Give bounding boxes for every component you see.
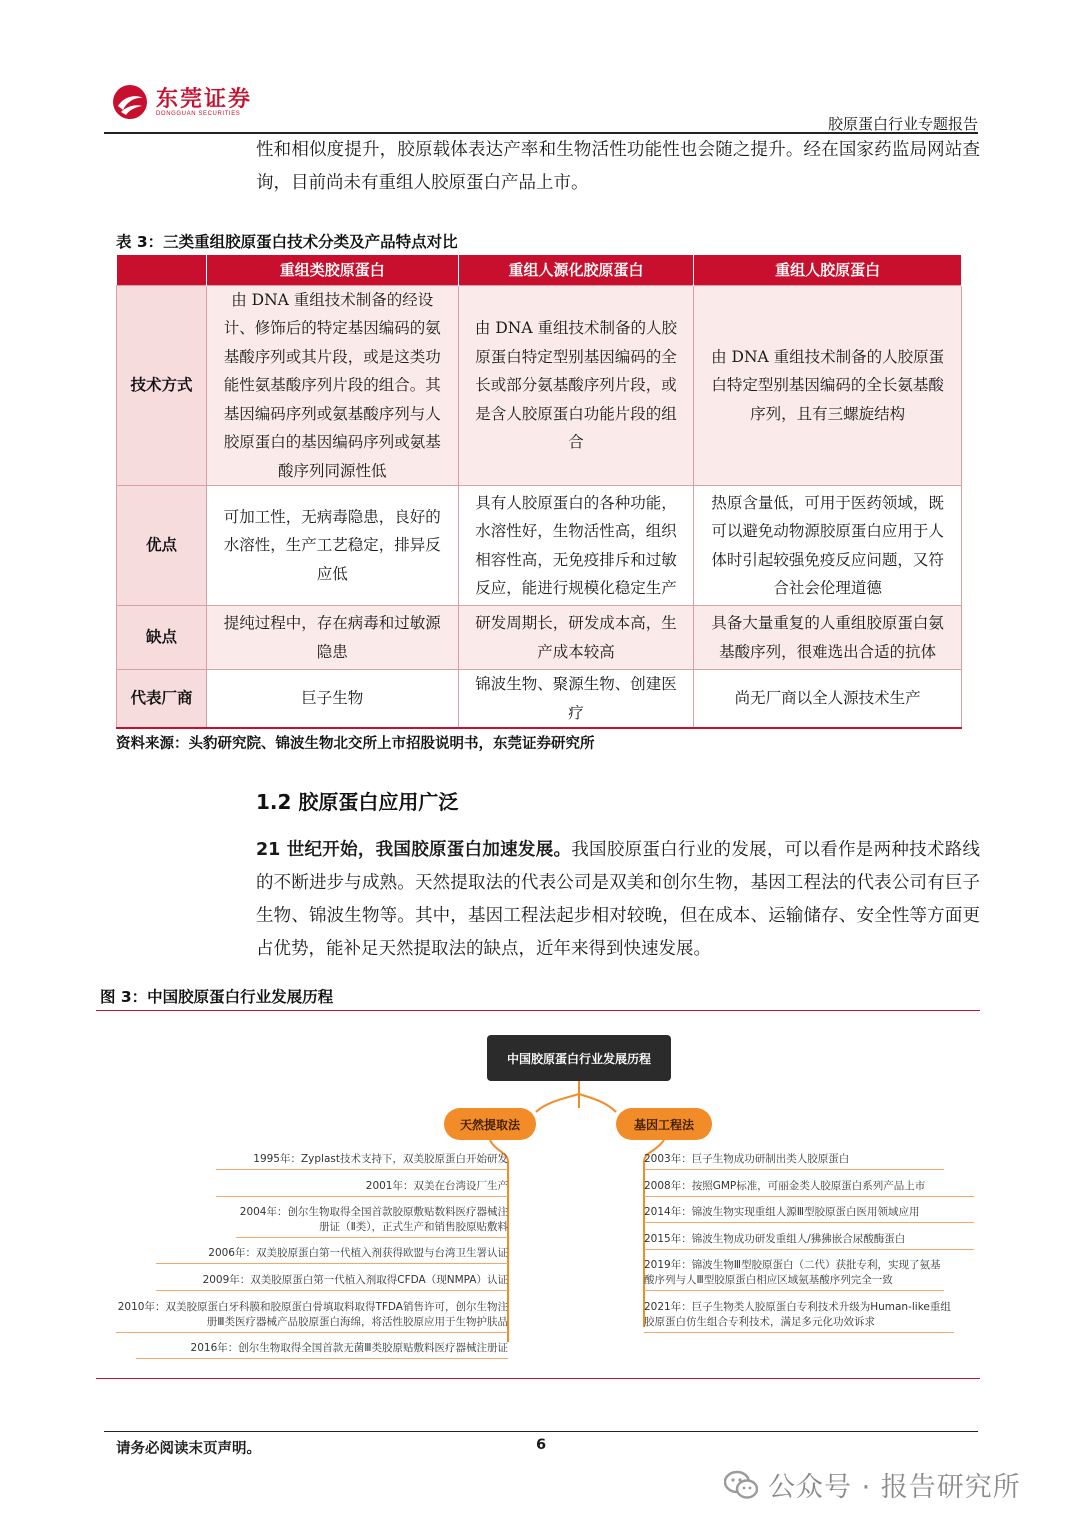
branch-genetic-engineering: 基因工程法 (616, 1108, 712, 1140)
timeline-item-right: 2014年：锦波生物实现重组人源Ⅲ型胶原蛋白医用领域应用 (644, 1205, 974, 1223)
table-header-cell: 重组类胶原蛋白 (206, 255, 458, 285)
timeline-item-left: 1995年：Zyplast技术支持下，双美胶原蛋白开始研发 (216, 1152, 508, 1170)
timeline-item-right: 2003年：巨子生物成功研制出类人胶原蛋白 (644, 1152, 944, 1170)
table-cell: 具有人胶原蛋白的各种功能，水溶性好，生物活性高，组织相容性高，无免疫排斥和过敏反应，能进行规模化稳定生产 (458, 486, 694, 606)
section-paragraph (256, 834, 980, 966)
intro-paragraph: 性和相似度提升，胶原载体表达产率和生物活性功能性也会随之提升。经在国家药监局网站查询，目前尚未有重组人胶原蛋白产品上市。 (256, 140, 980, 193)
timeline-item-left: 2004年：创尔生物取得全国首款胶原敷贴数料医疗器械注册证（Ⅱ类），正式生产和销售胶原贴敷料 (236, 1205, 508, 1238)
section-lead: 21 世纪开始，我国胶原蛋白加速发展。 (256, 840, 572, 860)
table-cell: 由 DNA 重组技术制备的人胶原蛋白特定型别基因编码的全长氨基酸序列，且有三螺旋结构 (694, 285, 962, 486)
dongguan-logo-icon (112, 84, 148, 120)
timeline-item-right: 2015年：锦波生物成功研发重组人/狒狒嵌合尿酸酶蛋白 (644, 1232, 974, 1250)
connector-left-branch (536, 1094, 579, 1112)
timeline-item-left: 2006年：双美胶原蛋白第一代植入剂获得欧盟与台湾卫生署认证 (156, 1246, 508, 1264)
branch-natural-extraction: 天然提取法 (444, 1108, 536, 1140)
table-cell: 巨子生物 (206, 670, 458, 729)
row-label: 技术方式 (117, 285, 207, 486)
figure-caption: 图 3：中国胶原蛋白行业发展历程 (100, 988, 334, 1006)
table-row (117, 670, 962, 729)
watermark-text: 公众号 · 报告研究所 (768, 1472, 1021, 1503)
table-cell: 尚无厂商以全人源技术生产 (694, 670, 962, 729)
table-cell: 由 DNA 重组技术制备的经设计、修饰后的特定基因编码的氨基酸序列或其片段，或是这类功能性氨基酸序列片段的组合。其基因编码序列或氨基酸序列与人胶原蛋白的基因编码序列或氨基酸序列同源性低 (206, 285, 458, 486)
footer-disclaimer: 请务必阅读末页声明。 (116, 1441, 261, 1457)
connector-right-branch (579, 1094, 616, 1112)
table-cell: 研发周期长，研发成本高，生产成本较高 (458, 606, 694, 670)
table-row (117, 285, 962, 486)
timeline-item-left: 2016年：创尔生物取得全国首款无菌Ⅲ类胶原贴敷料医疗器械注册证 (136, 1341, 508, 1359)
brand-logo (112, 84, 252, 120)
report-title: 胶原蛋白行业专题报告 (827, 115, 978, 133)
row-label: 代表厂商 (117, 670, 207, 729)
table-header-cell: 重组人胶原蛋白 (694, 255, 962, 285)
section-body: 我国胶原蛋白行业的发展，可以看作是两种技术路线的不断进步与成熟。天然提取法的代表公司是双美和创尔生物，基因工程法的代表公司有巨子生物、锦波生物等。其中，基因工程法起步相对较晚，但在成本、运输储存、安全性等方面更占优势，能补足天然提取法的缺点，近年来得到快速发展。 (256, 840, 980, 959)
table-cell: 具备大量重复的人重组胶原蛋白氨基酸序列，很难选出合适的抗体 (694, 606, 962, 670)
brand-name-cn: 东莞证券 (156, 86, 253, 112)
table-cell: 锦波生物、聚源生物、创建医疗 (458, 670, 694, 729)
figure-bottom-rule (96, 1378, 980, 1379)
table-cell: 由 DNA 重组技术制备的人胶原蛋白特定型别基因编码的全长或部分氨基酸序列片段，或是含人胶原蛋白功能片段的组合 (458, 285, 694, 486)
section-heading: 1.2 胶原蛋白应用广泛 (256, 790, 459, 814)
timeline-item-right: 2008年：按照GMP标准，可丽金类人胶原蛋白系列产品上市 (644, 1179, 974, 1197)
table-row (117, 486, 962, 606)
timeline-item-left: 2010年：双美胶原蛋白牙科膜和胶原蛋白骨填取料取得TFDA销售许可，创尔生物注册Ⅲ类医疗器械产品胶原蛋白海绵，将活性胶原应用于生物护肤品 (116, 1300, 508, 1333)
table-cell: 提纯过程中，存在病毒和过敏源隐患 (206, 606, 458, 670)
table-row (117, 606, 962, 670)
table-header-row (117, 255, 962, 285)
figure-top-rule (96, 1010, 980, 1011)
comparison-table (116, 255, 962, 729)
mindmap-root: 中国胶原蛋白行业发展历程 (487, 1035, 671, 1081)
timeline-item-left: 2001年：双美在台湾设厂生产 (216, 1179, 508, 1197)
table-header-cell (117, 255, 207, 285)
table-source: 资料来源：头豹研究院、锦波生物北交所上市招股说明书，东莞证券研究所 (116, 736, 595, 752)
page-number: 6 (536, 1437, 547, 1453)
row-label: 优点 (117, 486, 207, 606)
timeline-mindmap (96, 1012, 980, 1378)
timeline-item-right: 2019年：锦波生物Ⅲ型胶原蛋白（二代）获批专利，实现了氨基酸序列与人Ⅲ型胶原蛋白相应区域氨基酸序列完全一致 (644, 1258, 944, 1291)
row-label: 缺点 (117, 606, 207, 670)
table-header-cell: 重组人源化胶原蛋白 (458, 255, 694, 285)
table-cell: 热原含量低，可用于医药领域，既可以避免动物源胶原蛋白应用于人体时引起较强免疫反应问题，又符合社会伦理道德 (694, 486, 962, 606)
wechat-watermark (724, 1465, 1021, 1504)
brand-name-en: DONGGUAN SECURITIES (156, 111, 241, 117)
timeline-item-right: 2021年：巨子生物类人胶原蛋白专利技术升级为Human-like重组胶原蛋白仿生组合专利技术，满足多元化功效诉求 (644, 1300, 954, 1333)
wechat-icon (724, 1470, 758, 1500)
table-cell: 可加工性，无病毒隐患，良好的水溶性，生产工艺稳定，排异反应低 (206, 486, 458, 606)
table-caption: 表 3：三类重组胶原蛋白技术分类及产品特点对比 (116, 233, 458, 251)
footer-rule (104, 1431, 978, 1432)
timeline-item-left: 2009年：双美胶原蛋白第一代植入剂取得CFDA（现NMPA）认证 (156, 1273, 508, 1291)
